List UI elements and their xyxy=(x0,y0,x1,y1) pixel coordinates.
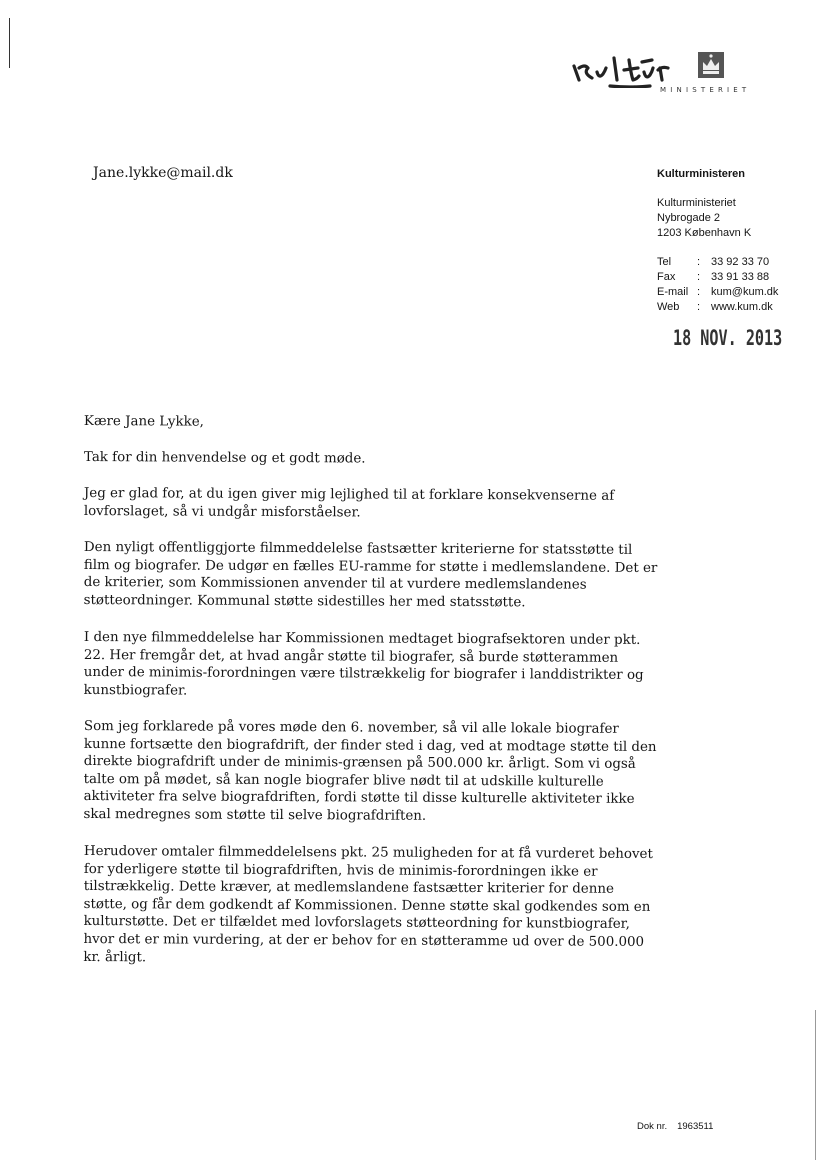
letter-body xyxy=(84,413,659,985)
contact-label: Fax xyxy=(657,271,676,283)
ministry-logo xyxy=(570,46,770,98)
contact-separator: : xyxy=(697,256,701,268)
crown-icon xyxy=(696,50,726,80)
letter-paragraph: Jeg er glad for, at du igen giver mig lejlighed til at forklare konsekvenserne af lovforslaget, så vi undgår misforståelser. xyxy=(83,486,615,521)
contact-row-tel xyxy=(657,255,778,270)
scan-edge-line xyxy=(815,1010,816,1160)
letter-paragraph: Herudover omtaler filmmeddelelsens pkt. 25 muligheden for at få vurderet behovet for yderligere støtte til biografdriften, hvis de minimis-forordningen ikke er tilstrækkelig. Dette kræver, at medlemslandene fastsætter kriterier for denne støtte, og får dem godkendt af Kommissionen. Denne støtte skal godkendes som en kulturstøtte. Det er tilfældet med lovforslagets støtteordning for kunstbiografer, hvor det er min vurdering, at der er behov for en støtteramme ud over de 500.000 kr. årligt. xyxy=(83,843,653,965)
contact-label: Tel xyxy=(657,256,672,268)
sender-block xyxy=(657,167,778,315)
kultur-wordmark xyxy=(570,46,710,88)
sender-title: Kulturministeren xyxy=(657,168,746,180)
contact-row-web xyxy=(657,300,778,315)
scan-edge-line xyxy=(9,18,10,68)
address-line: Kulturministeriet xyxy=(657,197,736,209)
letter-paragraph: Den nyligt offentliggjorte filmmeddelelse fastsætter kriterierne for statsstøtte til film og biografer. De udgør en fælles EU-ramme for støtte i medlemslandene. Det er de kriterier, som Kommissionen anvender til at vurdere medlemslandenes støtteordninger. Kommunal støtte sidestilles her med statsstøtte. xyxy=(83,540,658,611)
salutation: Kære Jane Lykke, xyxy=(83,414,204,430)
contact-separator: : xyxy=(697,301,701,313)
letter-paragraph: Som jeg forklarede på vores møde den 6. november, så vil alle lokale biografer kunne fortsætte den biografdrift, der finder sted i dag, ved at modtage støtte til den direkte biografdrift under de minimis-grænsen på 500.000 kr. årligt. Som vi også talte om på mødet, så kan nogle biografer blive nødt til at udskille kulturelle aktiviteter fra selve biografdriften, fordi støtte til disse kulturelle aktiviteter ikke skal medregnes som støtte til selve biografdriften. xyxy=(83,719,657,824)
contact-row-email xyxy=(657,285,778,300)
letter-paragraph: I den nye filmmeddelelse har Kommissionen medtaget biografsektoren under pkt. 22. Her fremgår det, at hvad angår støtte til biografer, så burde støtterammen under de minimis-forordningen være tilstrækkelig for biografer i landdistrikter og kunstbiografer. xyxy=(83,629,644,699)
ministry-logo-subtitle: MINISTERIET xyxy=(660,86,751,94)
contact-list xyxy=(657,255,778,315)
document-number xyxy=(637,1121,713,1132)
sender-address xyxy=(657,196,778,241)
recipient-email: Jane.lykke@mail.dk xyxy=(93,165,233,181)
doc-number-label: Dok nr. xyxy=(637,1121,668,1132)
contact-separator: : xyxy=(697,286,701,298)
contact-label: Web xyxy=(657,301,680,313)
contact-value: 33 92 33 70 xyxy=(711,256,770,268)
letter-paragraph: Tak for din henvendelse og et godt møde. xyxy=(83,449,366,467)
address-line: 1203 København K xyxy=(657,227,752,239)
contact-value: kum@kum.dk xyxy=(711,286,779,298)
contact-label: E-mail xyxy=(657,286,689,298)
contact-row-fax xyxy=(657,270,778,285)
address-line: Nybrogade 2 xyxy=(657,212,720,224)
contact-value: www.kum.dk xyxy=(711,301,773,313)
doc-number-value: 1963511 xyxy=(677,1121,714,1132)
contact-separator: : xyxy=(697,271,701,283)
contact-value: 33 91 33 88 xyxy=(711,271,770,283)
date-stamp: 18 NOV. 2013 xyxy=(673,326,783,350)
